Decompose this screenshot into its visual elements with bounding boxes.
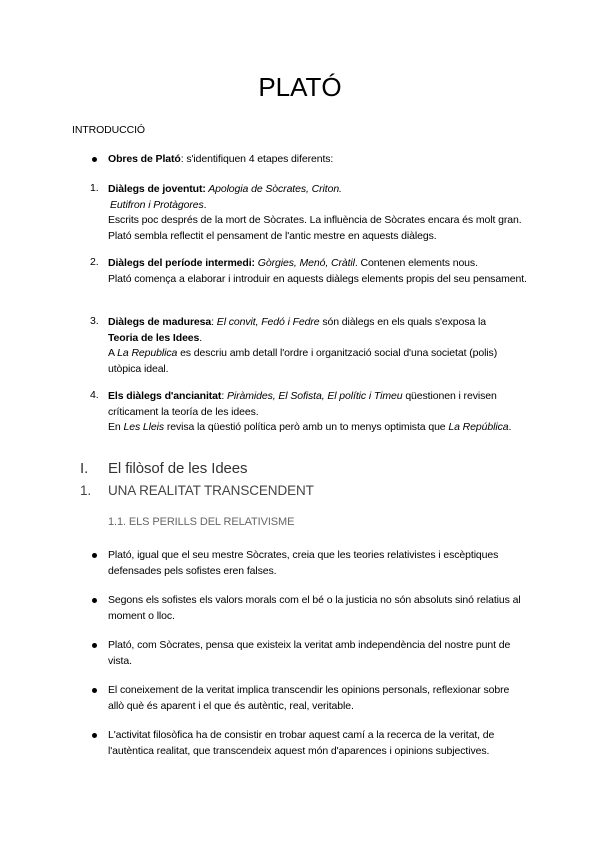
- section-1-number: I.: [80, 460, 89, 477]
- etapa-4-text-pre: En: [108, 421, 124, 433]
- etapa-4-after-italic: qüestionen i revisen críticament la teoría de les idees.: [108, 390, 497, 418]
- bullet-icon: [92, 157, 97, 162]
- section-heading-2: [80, 483, 314, 498]
- etapa-3: [108, 315, 528, 377]
- etapa-3-after-bold: :: [211, 316, 217, 328]
- etapa-3-text-italic: La Republica: [117, 347, 178, 359]
- etapa-3-heading-2: [108, 331, 528, 347]
- list-item: Segons els sofistes els valors morals com el bé o la justicia no són absoluts sinó relatius al moment o lloc.: [108, 594, 521, 622]
- intro-heading: INTRODUCCIÓ: [72, 124, 145, 136]
- page-title: PLATÓ: [258, 72, 342, 102]
- etapa-3-text-body: es descriu amb detall l'ordre i organització social d'una societat (polis) utòpica ideal.: [108, 347, 498, 375]
- etapa-1: [108, 182, 528, 244]
- etapa-4-text-end: .: [508, 421, 512, 433]
- section-1-title: El filòsof de les Idees: [108, 460, 248, 477]
- etapa-3-bold2: Teoria de les Idees: [108, 331, 200, 344]
- etapa-4-after-bold: :: [221, 390, 227, 402]
- etapa-4-heading: [108, 389, 528, 420]
- obres-rest: : s'identifiquen 4 etapes diferents:: [180, 153, 334, 165]
- etapa-4-bold: Els diàlegs d'ancianitat: [108, 390, 222, 402]
- obres-item: [108, 152, 528, 168]
- etapa-1-after-italic2: .: [203, 198, 207, 211]
- etapa-3-after-italic: són diàlegs en els quals s'exposa la: [319, 316, 486, 328]
- etapa-4-text-italic2: La República: [448, 421, 509, 433]
- etapa-2: [108, 256, 528, 287]
- etapa-3-text: [108, 346, 528, 377]
- section-heading-1: [80, 460, 247, 477]
- etapa-1-heading: [108, 182, 528, 198]
- bullet-icon: [92, 733, 97, 738]
- etapa-3-number: 3.: [90, 315, 99, 327]
- etapa-3-heading: [108, 315, 528, 331]
- etapa-3-bold: Diàlegs de maduresa: [108, 316, 212, 328]
- list-item: Plató, igual que el seu mestre Sòcrates, creia que les teories relativistes i escèptiques defensades pels sofistes eren falses.: [108, 549, 499, 577]
- etapa-3-after-bold2: .: [199, 331, 203, 344]
- etapa-1-text: Escrits poc després de la mort de Sòcrates. La influència de Sòcrates encara és molt gran. Plató sembla reflectit el pensament de l'antic mestre en aquests diàlegs.: [108, 214, 522, 242]
- etapa-2-after-italic: . Contenen elements nous.: [354, 257, 478, 269]
- etapa-2-heading: [108, 256, 528, 272]
- list-item: Plató, com Sòcrates, pensa que existeix la veritat amb independència del nostre punt de vista.: [108, 639, 511, 667]
- etapa-1-heading-2: [108, 198, 528, 214]
- etapa-1-italic: Apologia de Sòcrates, Criton.: [205, 183, 342, 195]
- etapa-3-text-pre: A: [108, 347, 118, 359]
- etapa-4-text: [108, 420, 528, 436]
- etapa-1-italic2: Eutifron i Protàgores: [110, 198, 204, 211]
- section-2-number: 1.: [80, 483, 92, 498]
- etapa-1-bold: Diàlegs de joventut:: [108, 183, 206, 195]
- bullet-icon: [92, 643, 97, 648]
- etapa-2-italic: Gòrgies, Menó, Cràtil: [254, 257, 355, 269]
- etapa-2-text: Plató comença a elaborar i introduir en aquests diàlegs elements propis del seu pensament.: [108, 272, 527, 285]
- etapa-2-number: 2.: [90, 256, 99, 268]
- section-heading-3: 1.1. ELS PERILLS DEL RELATIVISME: [108, 516, 295, 528]
- obres-bold: Obres de Plató: [108, 153, 181, 165]
- bullet-icon: [92, 553, 97, 558]
- etapa-2-bold: Diàlegs del període intermedi:: [108, 257, 255, 269]
- bullet-icon: [92, 598, 97, 603]
- etapa-3-italic: El convit, Fedó i Fedre: [216, 316, 320, 328]
- etapa-4-text-italic: Les Lleis: [123, 421, 165, 433]
- bullet-icon: [92, 688, 97, 693]
- list-item: L'activitat filosòfica ha de consistir en trobar aquest camí a la recerca de la veritat, de l'autèntica realitat, que transcendeix aquest món d'aparences i opinions subjectives.: [108, 729, 495, 757]
- etapa-1-number: 1.: [90, 182, 99, 194]
- etapa-4-text-body: revisa la qüestió política però amb un to menys optimista que: [164, 421, 449, 433]
- etapa-4: [108, 389, 528, 436]
- etapa-4-italic: Piràmides, El Sofista, El polític i Timeu: [226, 390, 403, 402]
- section-2-title: UNA REALITAT TRANSCENDENT: [108, 483, 314, 498]
- etapa-4-number: 4.: [90, 389, 99, 401]
- list-item: El coneixement de la veritat implica transcendir les opinions personals, reflexionar sobre allò què és aparent i el que és autèntic, real, veritable.: [108, 684, 510, 712]
